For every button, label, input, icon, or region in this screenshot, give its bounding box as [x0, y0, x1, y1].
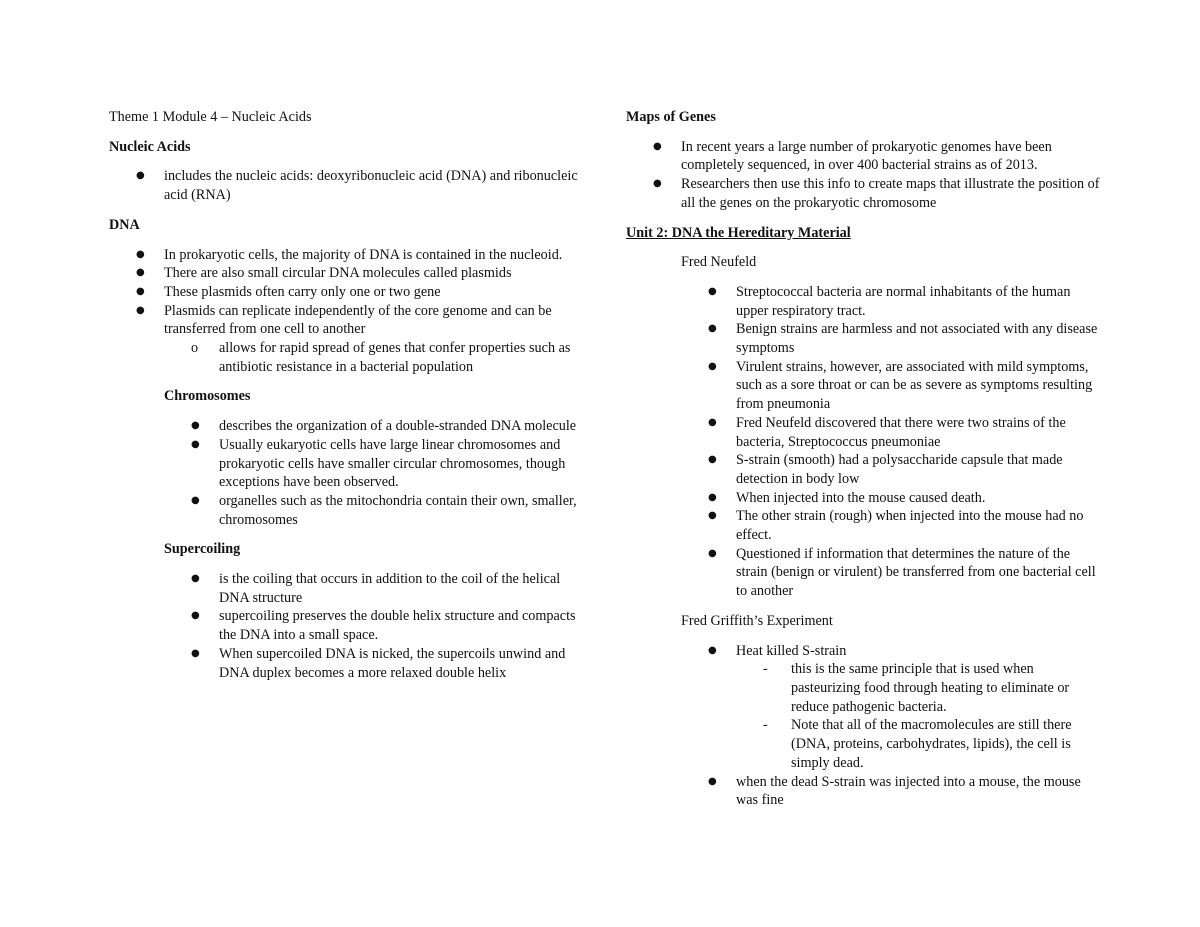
heading-nucleic-acids: Nucleic Acids — [109, 138, 191, 155]
list-item: ● In recent years a large number of prokaryotic genomes have been completely sequenced, in over 400 bacterial strains as of 2013. — [626, 138, 1101, 175]
sub-list-item: - this is the same principle that is used when pasteurizing food through heating to eliminate or reduce pathogenic bacteria. — [736, 660, 1101, 716]
list-item: ● Researchers then use this info to create maps that illustrate the position of all the genes on the prokaryotic chromosome — [626, 175, 1101, 212]
list-item: ● The other strain (rough) when injected into the mouse had no effect. — [681, 507, 1101, 544]
heading-supercoiling: Supercoiling — [164, 541, 241, 558]
heading-chromosomes: Chromosomes — [164, 388, 251, 405]
document-title: Theme 1 Module 4 – Nucleic Acids — [109, 109, 312, 125]
list-item: ● When supercoiled DNA is nicked, the supercoils unwind and DNA duplex becomes a more relaxed double helix — [164, 645, 579, 682]
list-item: ● Questioned if information that determines the nature of the strain (benign or virulent) be transferred from one bacterial cell to another — [681, 545, 1101, 601]
dna-sub-list — [164, 339, 579, 376]
list-item: ● These plasmids often carry only one or two gene — [109, 283, 579, 302]
list-item: ● when the dead S-strain was injected into a mouse, the mouse was fine — [681, 773, 1101, 810]
heading-unit-2: Unit 2: DNA the Hereditary Material — [626, 224, 851, 241]
sub-list-item: - Note that all of the macromolecules are still there (DNA, proteins, carbohydrates, lipids), the cell is simply dead. — [736, 716, 1101, 772]
list-item: ● There are also small circular DNA molecules called plasmids — [109, 264, 579, 283]
subheading-fred-neufeld: Fred Neufeld — [681, 254, 757, 271]
list-item: ● Streptococcal bacteria are normal inhabitants of the human upper respiratory tract. — [681, 283, 1101, 320]
griffith-sub-list — [736, 660, 1101, 772]
neufeld-list — [681, 283, 1101, 601]
list-item: ● supercoiling preserves the double helix structure and compacts the DNA into a small space. — [164, 607, 579, 644]
list-item: ● Virulent strains, however, are associated with mild symptoms, such as a sore throat or can be as severe as symptoms resulting from pneumonia — [681, 358, 1101, 414]
griffith-list — [681, 642, 1101, 810]
heading-dna: DNA — [109, 216, 140, 233]
list-item: ● S-strain (smooth) had a polysaccharide capsule that made detection in body low — [681, 451, 1101, 488]
chromosomes-list — [164, 417, 579, 529]
unit2-section — [681, 253, 1101, 810]
list-item — [681, 642, 1101, 773]
list-item: ● is the coiling that occurs in addition to the coil of the helical DNA structure — [164, 570, 579, 607]
list-item: ● Usually eukaryotic cells have large linear chromosomes and prokaryotic cells have smaller circular chromosomes, though exceptions have been observed. — [164, 436, 579, 492]
supercoiling-list — [164, 570, 579, 682]
heading-maps-of-genes: Maps of Genes — [626, 109, 716, 125]
maps-list — [626, 138, 1101, 213]
list-item: ● describes the organization of a double-stranded DNA molecule — [164, 417, 579, 436]
list-item: ● includes the nucleic acids: deoxyribonucleic acid (DNA) and ribonucleic acid (RNA) — [109, 167, 579, 204]
list-item-text: Plasmids can replicate independently of the core genome and can be transferred from one cell to another — [164, 302, 552, 338]
list-item: ● In prokaryotic cells, the majority of DNA is contained in the nucleoid. — [109, 246, 579, 265]
sub-list-item: o allows for rapid spread of genes that confer properties such as antibiotic resistance in a bacterial population — [164, 339, 579, 376]
list-item-text: Heat killed S-strain — [736, 642, 847, 659]
list-item: ● Fred Neufeld discovered that there were two strains of the bacteria, Streptococcus pneumoniae — [681, 414, 1101, 451]
list-item — [109, 302, 579, 377]
dna-list — [109, 246, 579, 377]
chromosomes-section — [164, 387, 579, 682]
left-column — [109, 108, 579, 693]
list-item: ● When injected into the mouse caused death. — [681, 489, 1101, 508]
nucleic-acids-list — [109, 167, 579, 204]
list-item: ● Benign strains are harmless and not associated with any disease symptoms — [681, 320, 1101, 357]
right-column — [626, 108, 1101, 821]
list-item: ● organelles such as the mitochondria contain their own, smaller, chromosomes — [164, 492, 579, 529]
subheading-griffith-experiment: Fred Griffith’s Experiment — [681, 612, 833, 629]
